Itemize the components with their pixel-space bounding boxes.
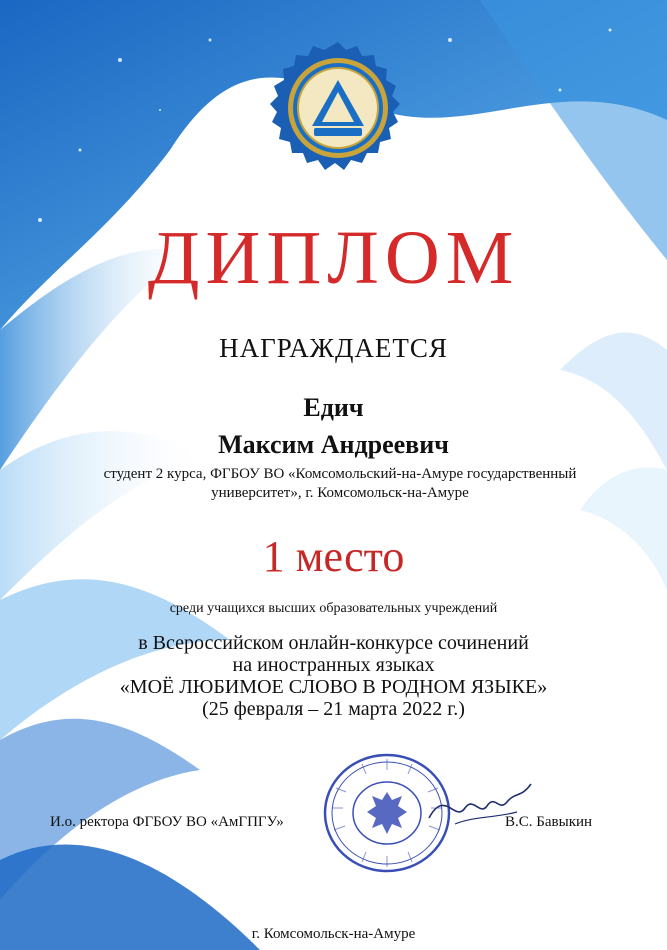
contest-line-1: в Всероссийском онлайн-конкурсе сочинений [138,632,529,654]
city-footer: г. Комсомольск-на-Амуре [251,926,416,942]
signatory-name: В.С. Бавыкин [505,814,593,830]
university-seal-logo [268,40,408,180]
signatory-position: И.о. ректора ФГБОУ ВО «АмГПГУ» [50,814,284,830]
recipient-description: студент 2 курса, ФГБОУ ВО «Комсомольский-на-Амуре государственный университет», г. Комсомольск-на-Амуре [103,466,577,501]
contest-line-2: на иностранных языках [232,654,435,676]
contest-title: «МОЁ ЛЮБИМОЕ СЛОВО В РОДНОМ ЯЗЫКЕ» [119,676,548,698]
awarded-heading: НАГРАЖДАЕТСЯ [219,333,448,363]
recipient-surname: Едич [303,393,364,422]
place-award: 1 место [262,532,405,581]
among-participants-text: среди учащихся высших образовательных учреждений [169,601,498,616]
contest-description [0,632,667,720]
contest-dates: (25 февраля – 21 марта 2022 г.) [202,698,465,720]
diploma-title: ДИПЛОМ [147,216,520,300]
recipient-name: Максим Андреевич [218,430,449,459]
